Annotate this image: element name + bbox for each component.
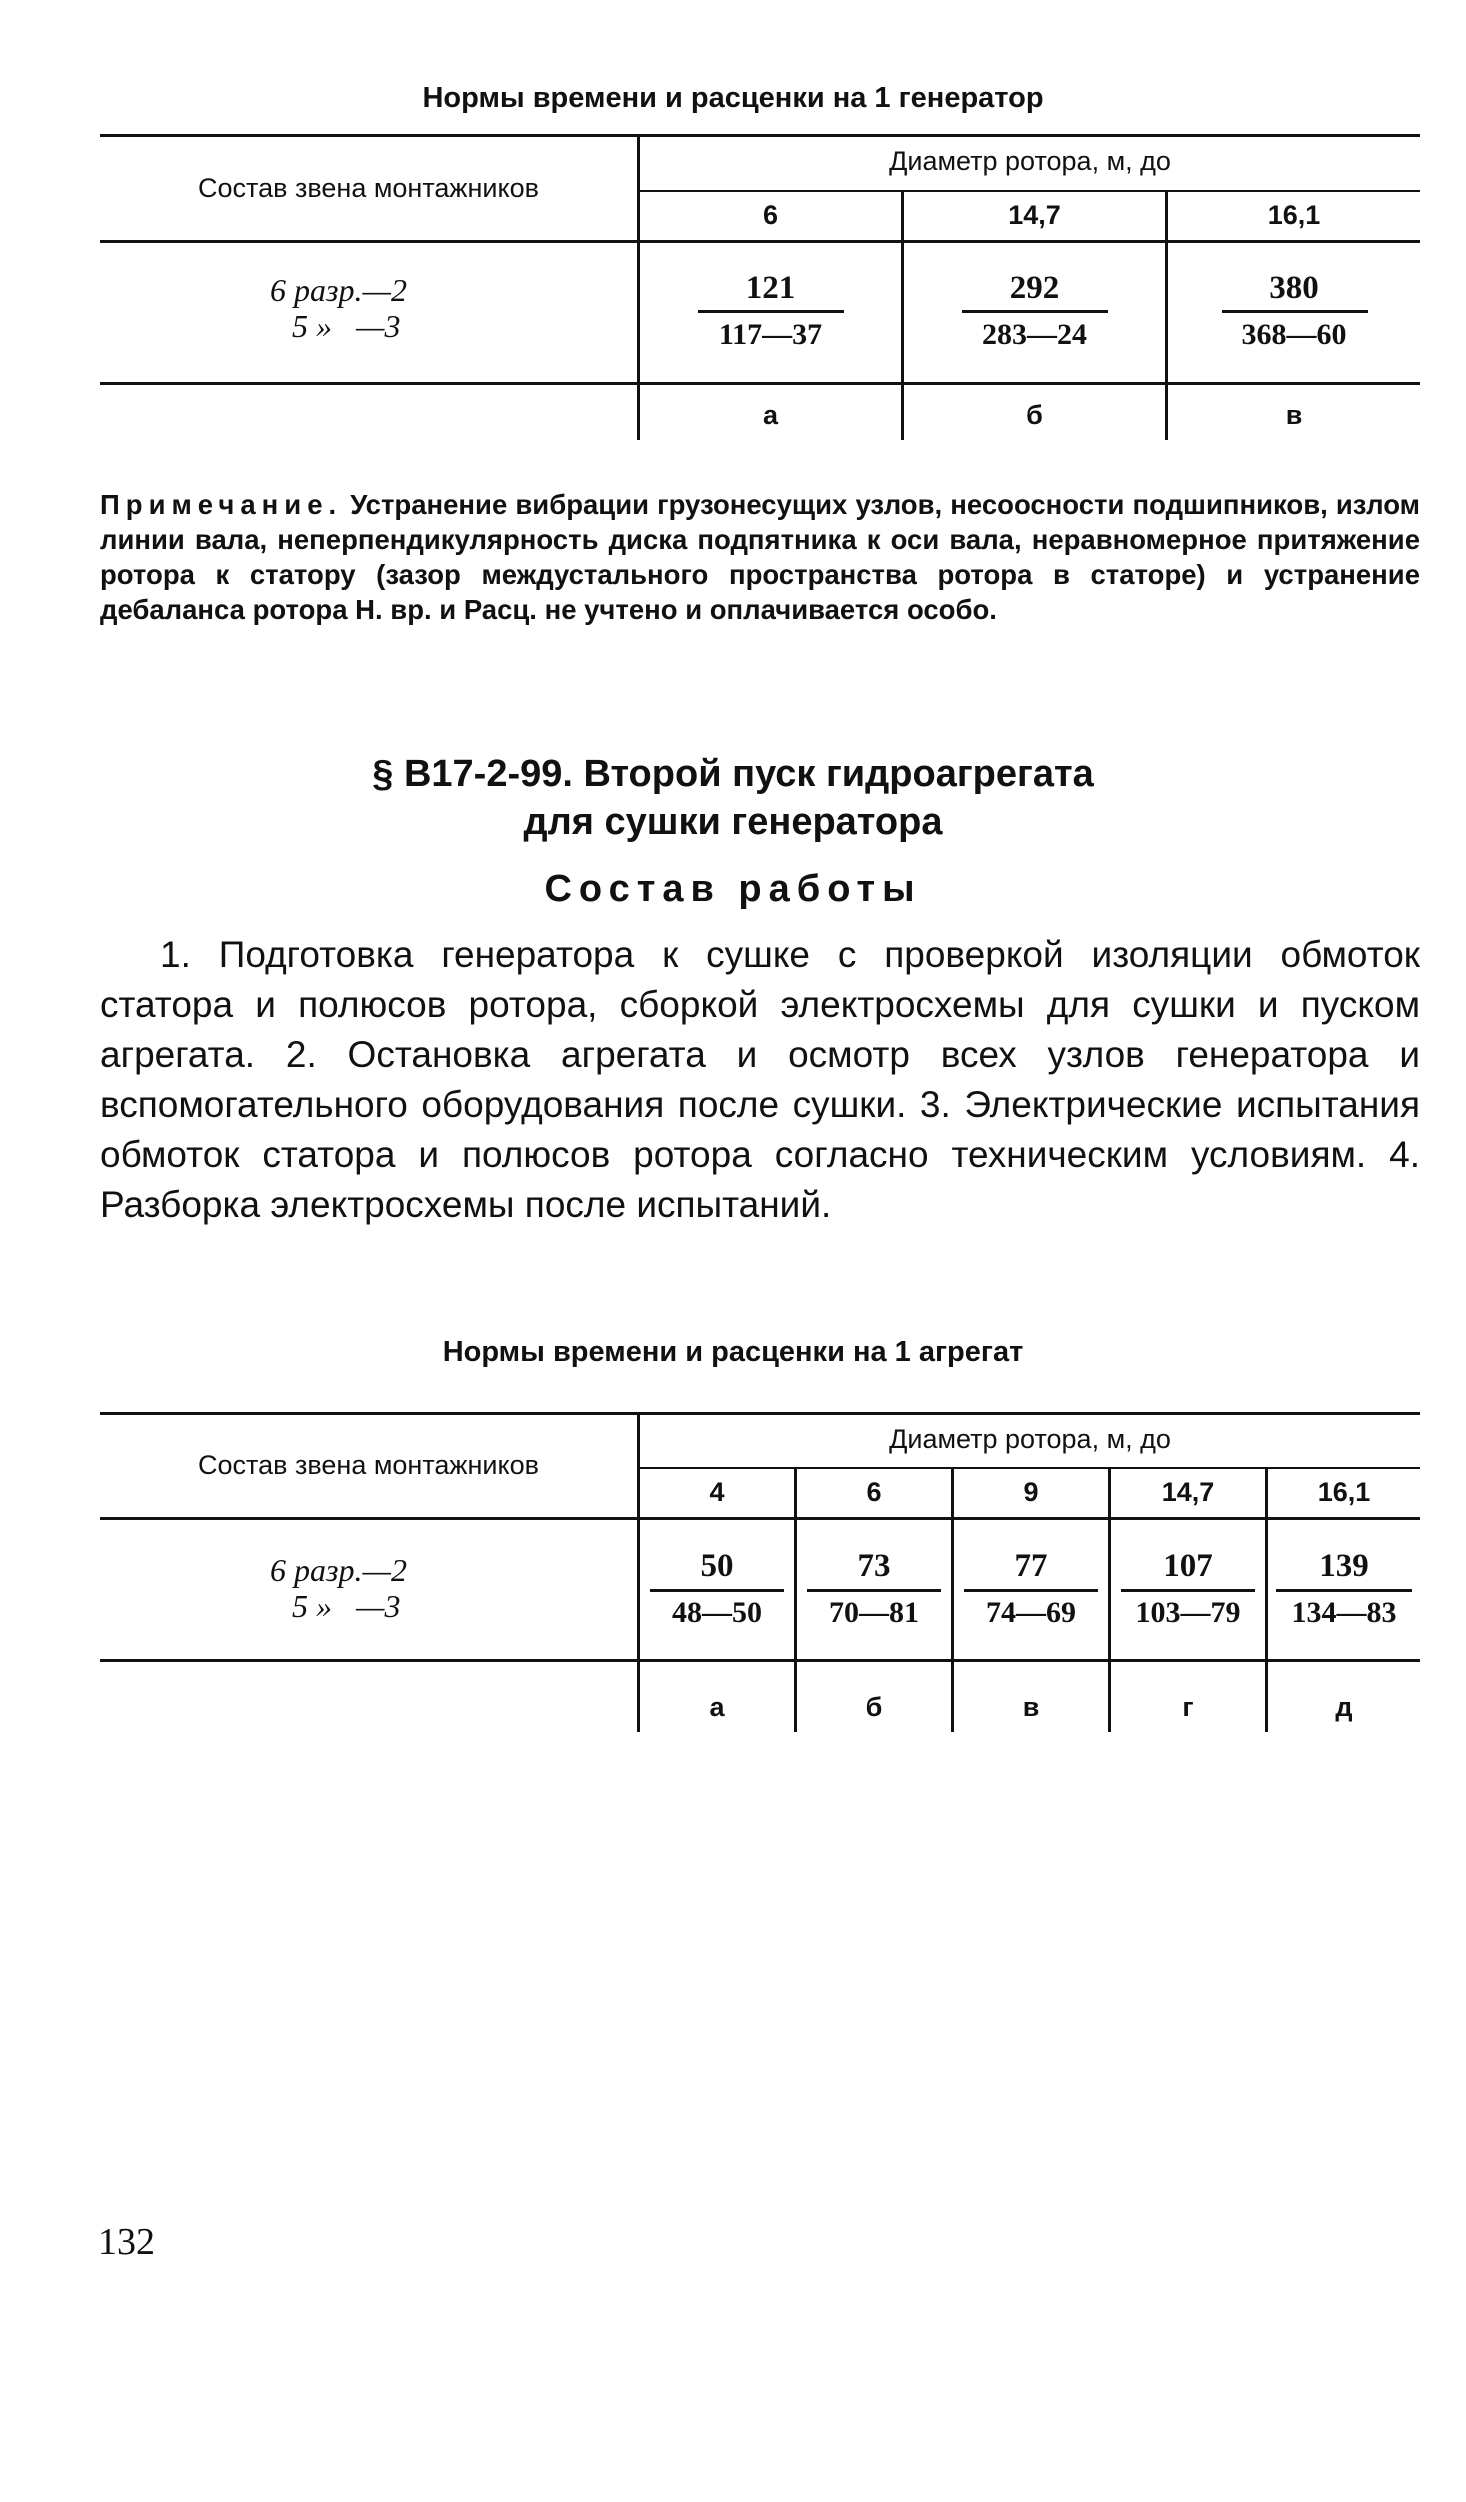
table2-row-header: Состав звена монтажников (198, 1450, 539, 1480)
table1-norm-value: 292 (1009, 270, 1060, 306)
fraction-line (962, 310, 1108, 313)
table2-norm-value: 73 (857, 1548, 891, 1584)
table1-header-rule (100, 240, 1420, 243)
table2-norm-value: 77 (1014, 1548, 1048, 1584)
table2-crew-line: 6 разр.—2 (270, 1552, 407, 1588)
table2-body-rule (100, 1659, 1420, 1662)
section-subtitle: Состав работы (544, 868, 922, 910)
fraction-line (650, 1589, 784, 1592)
table2-norm-value: 107 (1163, 1548, 1213, 1584)
table1-norm-value: 121 (745, 270, 796, 306)
fraction-line (1121, 1589, 1255, 1592)
table2-norm-value: 50 (700, 1548, 734, 1584)
fraction-line (1276, 1589, 1412, 1592)
table2-col-header: 6 (866, 1477, 882, 1507)
table2-col-header: 14,7 (1161, 1477, 1215, 1507)
table1-body-rule (100, 382, 1420, 385)
table2-col-header: 4 (709, 1477, 725, 1507)
table2-rate-value: 48—50 (672, 1596, 762, 1629)
section-title-line: для сушки генератора (523, 801, 943, 843)
table1-rate-value: 117—37 (718, 318, 823, 351)
table2-col-header: 16,1 (1317, 1477, 1371, 1507)
table1-group-rule (638, 190, 1420, 192)
table1-crew-line: 6 разр.—2 (270, 272, 407, 308)
table2-header-rule (100, 1517, 1420, 1520)
table2-column-letter: г (1182, 1692, 1194, 1722)
table2-top-rule (100, 1412, 1420, 1415)
table2-column-letter: д (1335, 1692, 1353, 1722)
table1-crew-line: 5 » —3 (292, 308, 401, 344)
table1-caption: Нормы времени и расценки на 1 генератор (422, 82, 1044, 114)
table2-column-letter: а (709, 1692, 725, 1722)
table2-column-letter: в (1022, 1692, 1040, 1722)
section-title-line: § В17-2-99. Второй пуск гидроагрегата (372, 753, 1094, 795)
fraction-line (964, 1589, 1098, 1592)
table1-top-rule (100, 134, 1420, 137)
fraction-line (1222, 310, 1368, 313)
table1-group-header: Диаметр ротора, м, до (889, 146, 1171, 176)
table1-row-header: Состав звена монтажников (198, 173, 539, 203)
table1-col-header: 16,1 (1267, 200, 1321, 230)
table1-col-header: 6 (762, 200, 779, 230)
table2-rate-value: 70—81 (829, 1596, 919, 1629)
table1-column-letter: а (762, 400, 779, 430)
table1-column-letter: в (1285, 400, 1303, 430)
note-text: Устранение вибрации грузонесущих узлов, несоосности подшипников, излом линии вала, неперпендикулярность диска подпятника к оси вала, неравномерное притяжение ротора к статору (зазор междустального пространства ротора в статоре) и устранение дебаланса ротора Н. вр. и Расц. не учтено и оплачивается особо. (100, 489, 1420, 625)
table2-rate-value: 134—83 (1291, 1596, 1397, 1629)
fraction-line (698, 310, 844, 313)
table1-norm-value: 380 (1269, 270, 1319, 306)
note-paragraph (100, 487, 1420, 627)
table2-group-header: Диаметр ротора, м, до (889, 1424, 1171, 1454)
table2-rate-value: 74—69 (986, 1596, 1076, 1629)
table1-rate-value: 283—24 (982, 318, 1087, 351)
table2-group-rule (638, 1467, 1420, 1469)
table1-col-header: 14,7 (1008, 200, 1061, 230)
note-label: Примечание. (100, 489, 343, 520)
table2-crew-line: 5 » —3 (292, 1588, 401, 1624)
table2-column-letter: б (865, 1692, 883, 1722)
table1-column-letter: б (1026, 400, 1043, 430)
fraction-line (807, 1589, 941, 1592)
section-body: 1. Подготовка генератора к сушке с проверкой изоляции обмоток статора и полюсов ротора, сборкой электросхемы для сушки и пуском агрегата. 2. Остановка агрегата и осмотр всех узлов генератора и вспомогательного оборудования после сушки. 3. Электрические испытания обмоток статора и полюсов ротора согласно техническим условиям. 4. Разборка электросхемы после испытаний. (100, 934, 1420, 1225)
table1-rate-value: 368—60 (1241, 318, 1347, 351)
table2-norm-value: 139 (1319, 1548, 1369, 1584)
table2-caption: Нормы времени и расценки на 1 агрегат (442, 1336, 1024, 1368)
table2-col-header: 9 (1023, 1477, 1039, 1507)
page-number: 132 (98, 2221, 155, 2263)
table2-rate-value: 103—79 (1135, 1596, 1241, 1629)
